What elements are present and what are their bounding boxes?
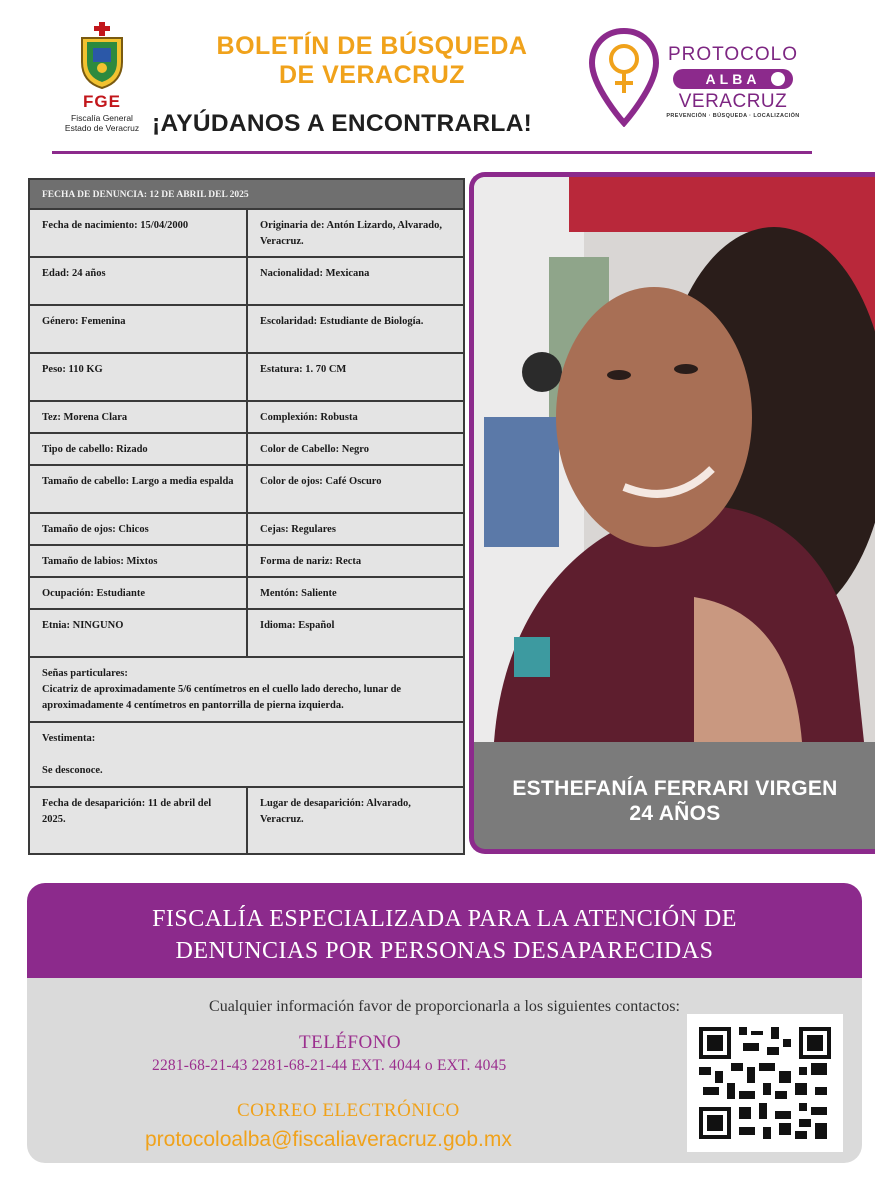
footer-banner <box>27 883 862 978</box>
protocol-top: PROTOCOLO <box>667 44 799 65</box>
protocol-alba-logo <box>663 44 803 119</box>
person-name: ESTHEFANÍA FERRARI VIRGEN <box>512 777 838 800</box>
birth-date: Fecha de nacimiento: 15/04/2000 <box>30 210 248 256</box>
title-line2: DE VERACRUZ <box>278 61 466 89</box>
agency-name <box>52 113 152 133</box>
person-age: 24 AÑOS <box>629 802 721 825</box>
missing-person-photo <box>474 177 875 742</box>
bulletin-title <box>152 32 592 90</box>
occupation: Ocupación: Estudiante <box>30 578 248 608</box>
person-details-table <box>28 178 465 855</box>
table-row <box>30 402 463 434</box>
email-label: CORREO ELECTRÓNICO <box>237 1100 460 1121</box>
eye-color: Color de ojos: Café Oscuro <box>260 476 382 487</box>
bulletin-subtitle: ¡AYÚDANOS A ENCONTRARLA! <box>152 110 533 137</box>
location-pin-female-icon <box>588 27 660 127</box>
table-row <box>30 210 463 258</box>
table-row <box>30 354 463 402</box>
table-row <box>30 466 463 514</box>
report-date: FECHA DE DENUNCIA: 12 DE ABRIL DEL 2025 <box>42 190 249 200</box>
report-date-row <box>30 180 463 210</box>
contact-note: Cualquier información favor de proporcionarla a los siguientes contactos: <box>209 998 680 1015</box>
weight: Peso: 110 KG <box>30 354 248 400</box>
fge-logo <box>52 22 152 140</box>
ethnicity: Etnia: NINGUNO <box>30 610 248 656</box>
distinguishing-marks-row <box>30 658 463 723</box>
height: Estatura: 1. 70 CM <box>260 364 347 375</box>
title-line1: BOLETÍN DE BÚSQUEDA <box>216 32 528 60</box>
gender: Género: Femenina <box>30 306 248 352</box>
disappearance-row <box>30 788 463 853</box>
table-row <box>30 258 463 306</box>
age: Edad: 24 años <box>30 258 248 304</box>
marks-text: Cicatriz de aproximadamente 5/6 centímetros en el cuello lado derecho, lunar de aproximadamente 4 centímetros en pantorrilla de pierna izquierda. <box>42 684 402 711</box>
table-row <box>30 306 463 354</box>
footer-title-line1: FISCALÍA ESPECIALIZADA PARA LA ATENCIÓN DE <box>152 906 737 932</box>
marks-label: Señas particulares: <box>42 668 128 679</box>
protocol-badge <box>673 69 793 89</box>
agency-name-line2: Estado de Veracruz <box>64 123 140 133</box>
phone-label: TELÉFONO <box>299 1032 402 1053</box>
protocol-tagline: PREVENCIÓN · BÚSQUEDA · LOCALIZACIÓN <box>666 113 800 119</box>
protocol-bottom: VERACRUZ <box>678 91 788 112</box>
table-row <box>30 578 463 610</box>
qr-code-icon[interactable] <box>687 1014 843 1152</box>
eye-size: Tamaño de ojos: Chicos <box>30 514 248 544</box>
language: Idioma: Español <box>260 620 335 631</box>
person-name-panel <box>474 742 875 849</box>
bulletin-header <box>0 0 875 160</box>
portrait-illustration <box>474 177 875 742</box>
clothing <box>30 723 463 786</box>
lip-size: Tamaño de labios: Mixtos <box>30 546 248 576</box>
place-of-origin: Originaria de: Antón Lizardo, Alvarado, Veracruz. <box>260 220 443 247</box>
hair-color: Color de Cabello: Negro <box>260 444 369 455</box>
schooling: Escolaridad: Estudiante de Biología. <box>260 316 424 327</box>
veracruz-coat-of-arms-icon <box>78 22 126 90</box>
email-link[interactable]: protocoloalba@fiscaliaveracruz.gob.mx <box>145 1128 512 1151</box>
table-row <box>30 546 463 578</box>
hair-length: Tamaño de cabello: Largo a media espalda <box>30 466 248 512</box>
table-row <box>30 434 463 466</box>
skin-tone: Tez: Morena Clara <box>30 402 248 432</box>
hair-type: Tipo de cabello: Rizado <box>30 434 248 464</box>
magnifier-icon <box>771 72 785 86</box>
agency-name-line1: Fiscalía General <box>71 113 133 123</box>
clothing-label: Vestimenta: <box>42 733 96 744</box>
clothing-row <box>30 723 463 788</box>
chin: Mentón: Saliente <box>260 588 337 599</box>
table-row <box>30 610 463 658</box>
footer-title-line2: DENUNCIAS POR PERSONAS DESAPARECIDAS <box>175 938 714 964</box>
table-row <box>30 514 463 546</box>
disappearance-date: Fecha de desaparición: 11 de abril del 2025. <box>30 788 248 853</box>
header-divider <box>52 151 812 154</box>
eyebrows: Cejas: Regulares <box>260 524 336 535</box>
clothing-text: Se desconoce. <box>42 765 103 776</box>
distinguishing-marks <box>30 658 463 721</box>
nationality: Nacionalidad: Mexicana <box>260 268 370 279</box>
phone-numbers[interactable]: 2281-68-21-43 2281-68-21-44 EXT. 4044 o EXT. 4045 <box>152 1057 507 1074</box>
build: Complexión: Robusta <box>260 412 358 423</box>
agency-acronym: FGE <box>83 92 121 111</box>
nose-shape: Forma de nariz: Recta <box>260 556 362 567</box>
disappearance-place: Lugar de desaparición: Alvarado, Veracruz. <box>260 798 411 825</box>
protocol-badge-label: ALBA <box>705 71 761 87</box>
qr-pattern <box>695 1022 835 1144</box>
missing-person-card <box>469 172 875 854</box>
contact-panel <box>27 978 862 1163</box>
